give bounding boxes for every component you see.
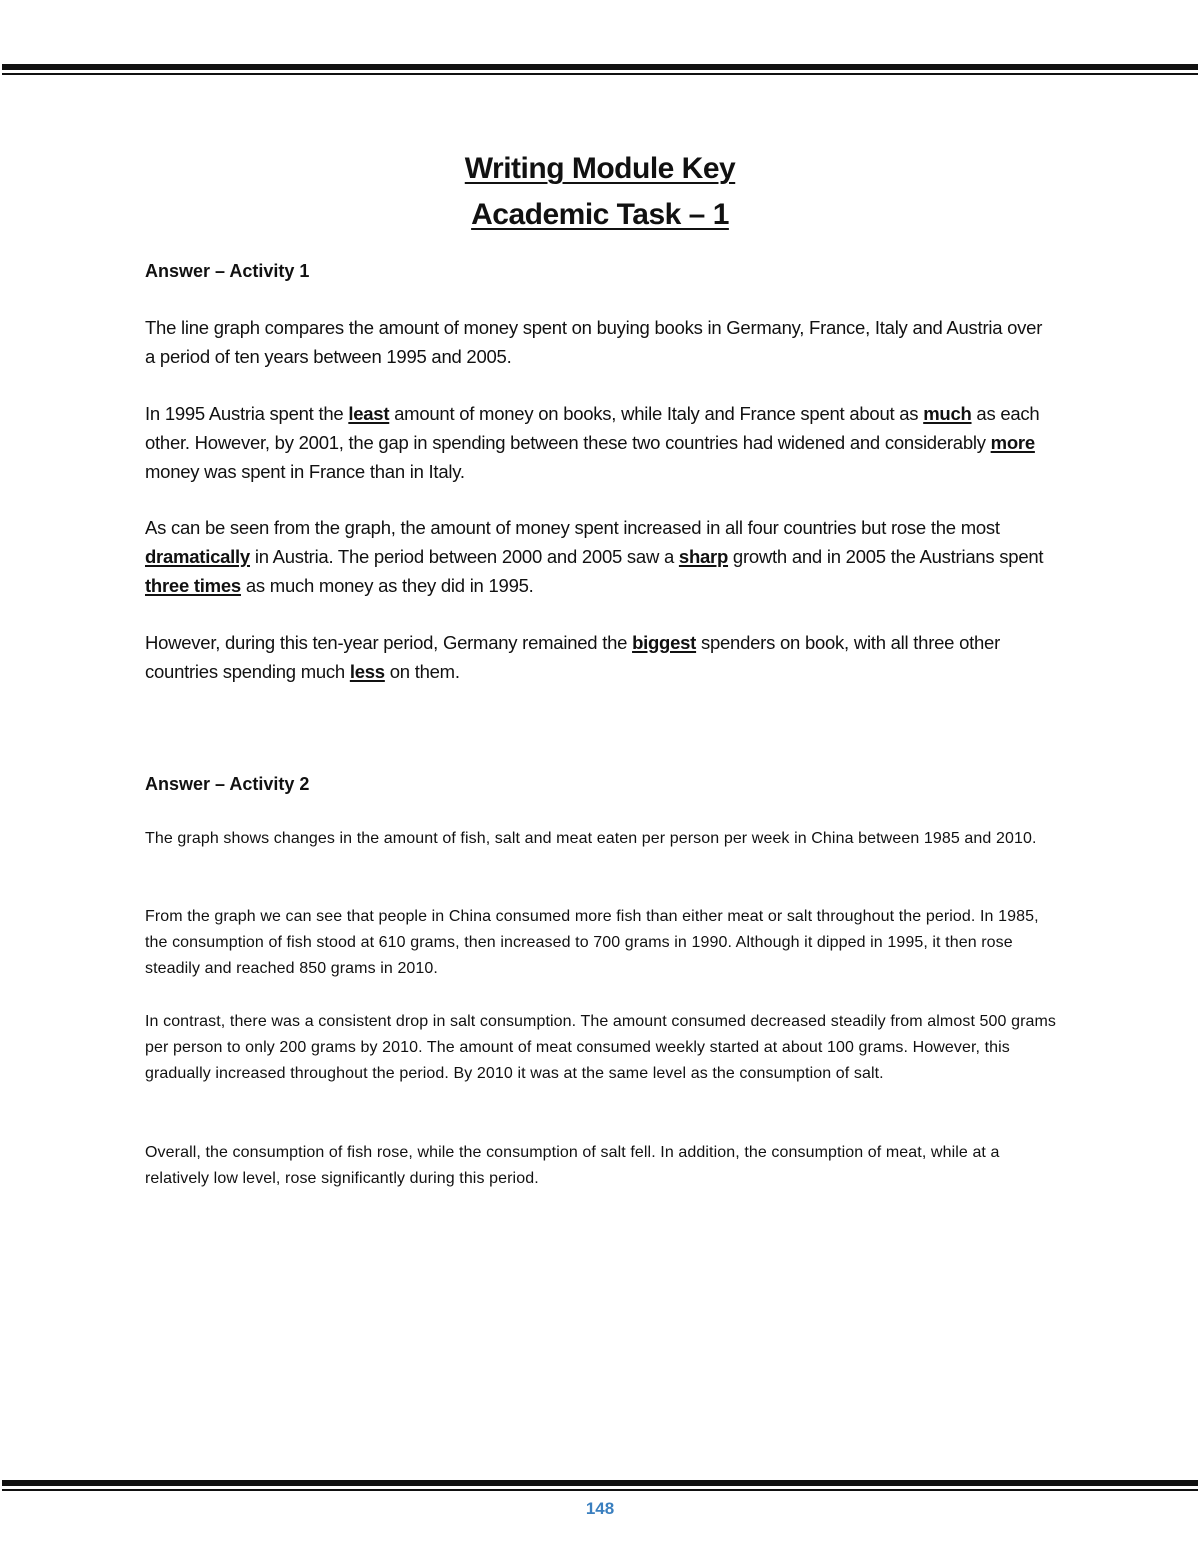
keyword-much: much: [923, 403, 972, 424]
activity-1-section: [145, 258, 1057, 284]
title-line-1: Writing Module Key: [464, 152, 736, 185]
keyword-least: least: [348, 403, 390, 424]
keyword-biggest: biggest: [632, 632, 697, 653]
activity-2-heading: Answer – Activity 2: [145, 774, 310, 794]
activity-1-paragraph-1: The line graph compares the amount of money spent on buying books in Germany, France, Italy and Austria over a period of ten years between 1995 and 2005.: [145, 317, 1043, 367]
keyword-more: more: [990, 432, 1035, 453]
top-double-rule: [2, 64, 1198, 75]
activity-1-paragraph-4: However, during this ten-year period, Germany remained the biggest spenders on book, with all three other countries spending much less on them.: [145, 632, 1001, 682]
keyword-less: less: [349, 661, 385, 682]
activity-2-section: [145, 771, 1057, 797]
keyword-dramatically: dramatically: [145, 546, 250, 567]
keyword-sharp: sharp: [678, 546, 729, 567]
activity-1-heading: Answer – Activity 1: [145, 261, 310, 281]
activity-2-paragraph-3: In contrast, there was a consistent drop in salt consumption. The amount consumed decreased steadily from almost 500 grams per person to only 200 grams by 2010. The amount of meat consumed weekly started at about 100 grams. However, this gradually increased throughout the period. By 2010 it was at the same level as the consumption of salt.: [145, 1013, 1057, 1082]
keyword-three-times: three times: [145, 575, 241, 596]
activity-2-paragraph-4: Overall, the consumption of fish rose, while the consumption of salt fell. In addition, the consumption of meat, while at a relatively low level, rose significantly during this period.: [145, 1144, 1000, 1187]
page-number: 148: [585, 1499, 615, 1518]
bottom-double-rule: [2, 1480, 1198, 1491]
activity-2-paragraph-2: From the graph we can see that people in China consumed more fish than either meat or salt throughout the period. In 1985, the consumption of fish stood at 610 grams, then increased to 700 grams in 1990. Although it dipped in 1995, it then rose steadily and reached 850 grams in 2010.: [145, 908, 1039, 977]
activity-2-paragraph-1: The graph shows changes in the amount of fish, salt and meat eaten per person per week in China between 1985 and 2010.: [145, 830, 1037, 847]
page-title: [0, 146, 1200, 238]
title-line-2: Academic Task – 1: [471, 198, 729, 231]
activity-1-paragraph-3: As can be seen from the graph, the amount of money spent increased in all four countries but rose the most dramatically in Austria. The period between 2000 and 2005 saw a sharp growth and in 2005 the Austrians spent three times as much money as they did in 1995.: [145, 517, 1044, 596]
activity-1-paragraph-2: In 1995 Austria spent the least amount of money on books, while Italy and France spent about as much as each other. However, by 2001, the gap in spending between these two countries had widened and considerably more money was spent in France than in Italy.: [145, 403, 1040, 482]
